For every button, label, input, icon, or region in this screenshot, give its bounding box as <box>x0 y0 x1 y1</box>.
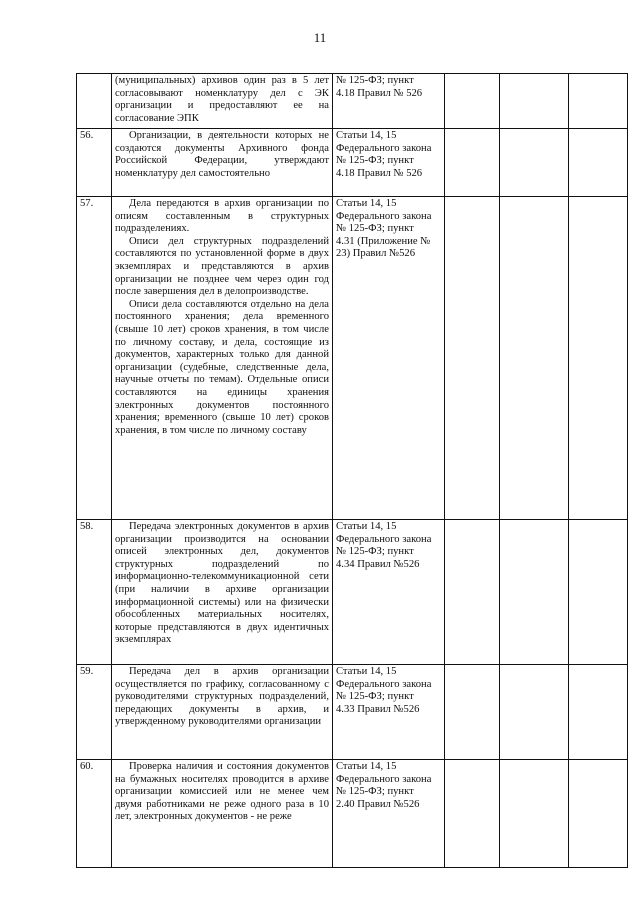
empty-cell <box>569 197 628 520</box>
row-description <box>112 760 333 868</box>
description-paragraph: Организации, в деятельности которых не создаются документы Архивного фонда Российской Федерации, утверждают номенклатуру дел самостоятельно <box>115 130 329 179</box>
empty-cell <box>569 520 628 665</box>
empty-cell <box>569 665 628 760</box>
row-description <box>112 520 333 665</box>
description-paragraph: Проверка наличия и состояния документов на бумажных носителях проводится в архиве организации комиссией или не менее чем двумя работниками не реже одного раза в 10 лет, электронных документов - не реже <box>115 761 329 823</box>
empty-cell <box>445 665 500 760</box>
description-paragraph: Передача дел в архив организации осуществляется по графику, согласованному с руководителями структурных подразделений, передающих документы в архив, и утвержденному руководителями организации <box>115 666 329 728</box>
row-number: 58. <box>77 520 112 665</box>
empty-cell <box>445 760 500 868</box>
empty-cell <box>500 665 569 760</box>
empty-cell <box>500 129 569 197</box>
empty-cell <box>569 129 628 197</box>
row-number: 56. <box>77 129 112 197</box>
row-number: 60. <box>77 760 112 868</box>
description-paragraph: Дела передаются в архив организации по описям составленным в структурных подразделениях. <box>115 198 329 235</box>
empty-cell <box>445 197 500 520</box>
empty-cell <box>569 760 628 868</box>
requirements-table <box>76 73 628 868</box>
empty-cell <box>500 760 569 868</box>
row-legal-basis: Статьи 14, 15 Федерального закона № 125-ФЗ; пункт 2.40 Правил №526 <box>333 760 445 868</box>
empty-cell <box>500 197 569 520</box>
row-description <box>112 197 333 520</box>
row-legal-basis: № 125-ФЗ; пункт 4.18 Правил № 526 <box>333 74 445 129</box>
empty-cell <box>500 74 569 129</box>
description-paragraph: Описи дел структурных подразделений составляются по установленной форме в двух экземплярах и представляются в архив организации не позднее чем через один год после завершения дел в делопроизводстве. <box>115 235 329 298</box>
row-description <box>112 129 333 197</box>
table-row <box>77 74 628 129</box>
empty-cell <box>445 129 500 197</box>
row-description <box>112 665 333 760</box>
table-row <box>77 197 628 520</box>
empty-cell <box>500 520 569 665</box>
row-legal-basis: Статьи 14, 15 Федерального закона № 125-ФЗ; пункт 4.18 Правил № 526 <box>333 129 445 197</box>
empty-cell <box>445 74 500 129</box>
row-number: 57. <box>77 197 112 520</box>
table-row <box>77 665 628 760</box>
description-paragraph: Описи дела составляются отдельно на дела постоянного хранения; дела временного (свыше 10 лет) сроков хранения, в том числе по личному составу, и дела, состоящие из документов, характерных только для данной организации (судебные, следственные дела, научные отчеты по темам). Отдельные описи составляются на единицы хранения электронных документов постоянного хранения; временного (свыше 10 лет) сроков хранения, в том числе по личному составу <box>115 298 329 436</box>
empty-cell <box>569 74 628 129</box>
row-description <box>112 74 333 129</box>
table-row <box>77 129 628 197</box>
description-paragraph: (муниципальных) архивов один раз в 5 лет согласовывают номенклатуру дел с ЭК организации и предоставляют ее на согласование ЭПК <box>115 75 329 124</box>
description-paragraph: Передача электронных документов в архив организации производится на основании описей электронных дел, документов структурных подразделений по информационно-телекоммуникационной сети (при наличии в архиве организации информационной системы) или на физически обособленных материальных носителях, которые представляются в двух идентичных экземплярах <box>115 521 329 646</box>
row-legal-basis: Статьи 14, 15 Федерального закона № 125-ФЗ; пункт 4.34 Правил №526 <box>333 520 445 665</box>
row-number <box>77 74 112 129</box>
row-number: 59. <box>77 665 112 760</box>
table-row <box>77 520 628 665</box>
table-row <box>77 760 628 868</box>
row-legal-basis: Статьи 14, 15 Федерального закона № 125-ФЗ; пункт 4.31 (Приложение № 23) Правил №526 <box>333 197 445 520</box>
empty-cell <box>445 520 500 665</box>
row-legal-basis: Статьи 14, 15 Федерального закона № 125-ФЗ; пункт 4.33 Правил №526 <box>333 665 445 760</box>
page-number: 11 <box>313 30 327 45</box>
